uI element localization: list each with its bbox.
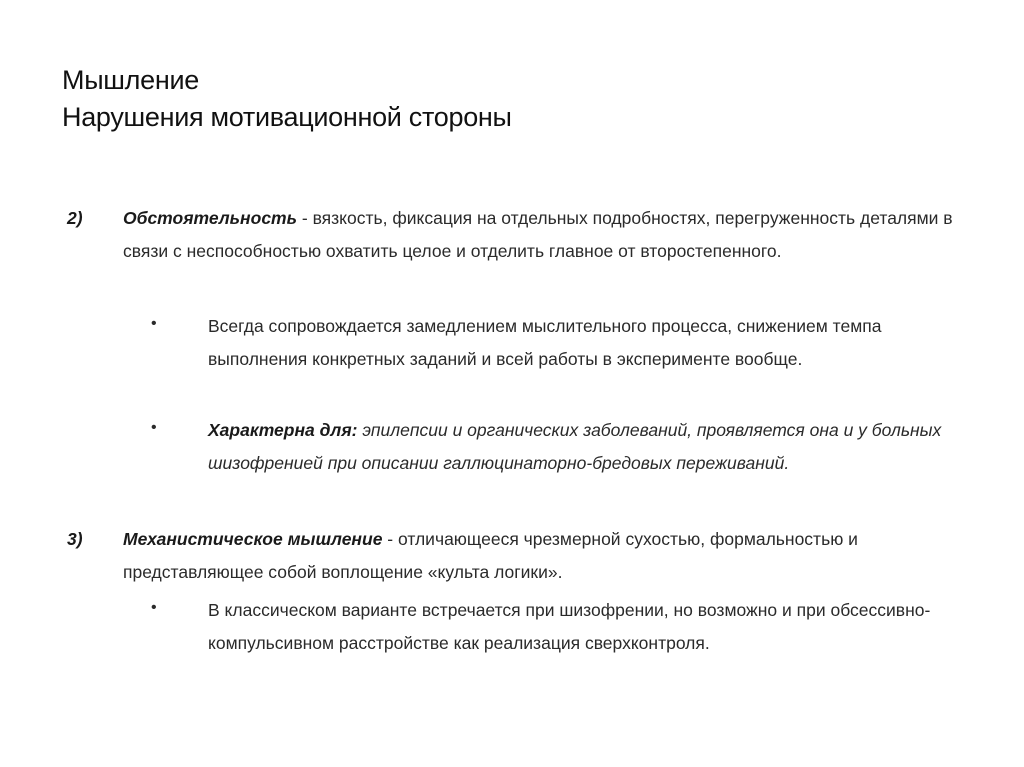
bullet-text [208, 310, 968, 375]
item-paragraph [123, 523, 953, 588]
bullet-lead: Характерна для: [208, 420, 358, 440]
title-line-2: Нарушения мотивационной стороны [62, 102, 512, 132]
item-definition: - вязкость, фиксация на отдельных подробностях, перегруженность деталями в связи с неспособностью охватить целое и отделить главное от второстепенного. [123, 208, 953, 261]
item-paragraph [123, 202, 953, 267]
bullet-text [208, 414, 968, 479]
bullet-body: В классическом варианте встречается при шизофрении, но возможно и при обсессивно-компульсивном расстройстве как реализация сверхконтроля. [208, 600, 931, 653]
bullet-body: Всегда сопровождается замедлением мыслительного процесса, снижением темпа выполнения конкретных заданий и всей работы в эксперименте вообще. [208, 316, 882, 369]
slide-title [62, 62, 962, 136]
bullet-marker: • [151, 599, 157, 616]
bullet-marker: • [151, 315, 157, 332]
item-term: Обстоятельность [123, 208, 298, 228]
item-number: 3) [67, 529, 83, 549]
bullet-text [208, 594, 968, 659]
item-definition: - отличающееся чрезмерной сухостью, формальностью и представляющее собой воплощение «культа логики». [123, 529, 858, 582]
title-line-1: Мышление [62, 65, 199, 95]
bullet-marker: • [151, 419, 157, 436]
item-term: Механистическое мышление [123, 529, 383, 549]
bullet-body: эпилепсии и органических заболеваний, проявляется она и у больных шизофренией при описании галлюцинаторно-бредовых переживаний. [208, 420, 942, 473]
item-number: 2) [67, 208, 83, 228]
